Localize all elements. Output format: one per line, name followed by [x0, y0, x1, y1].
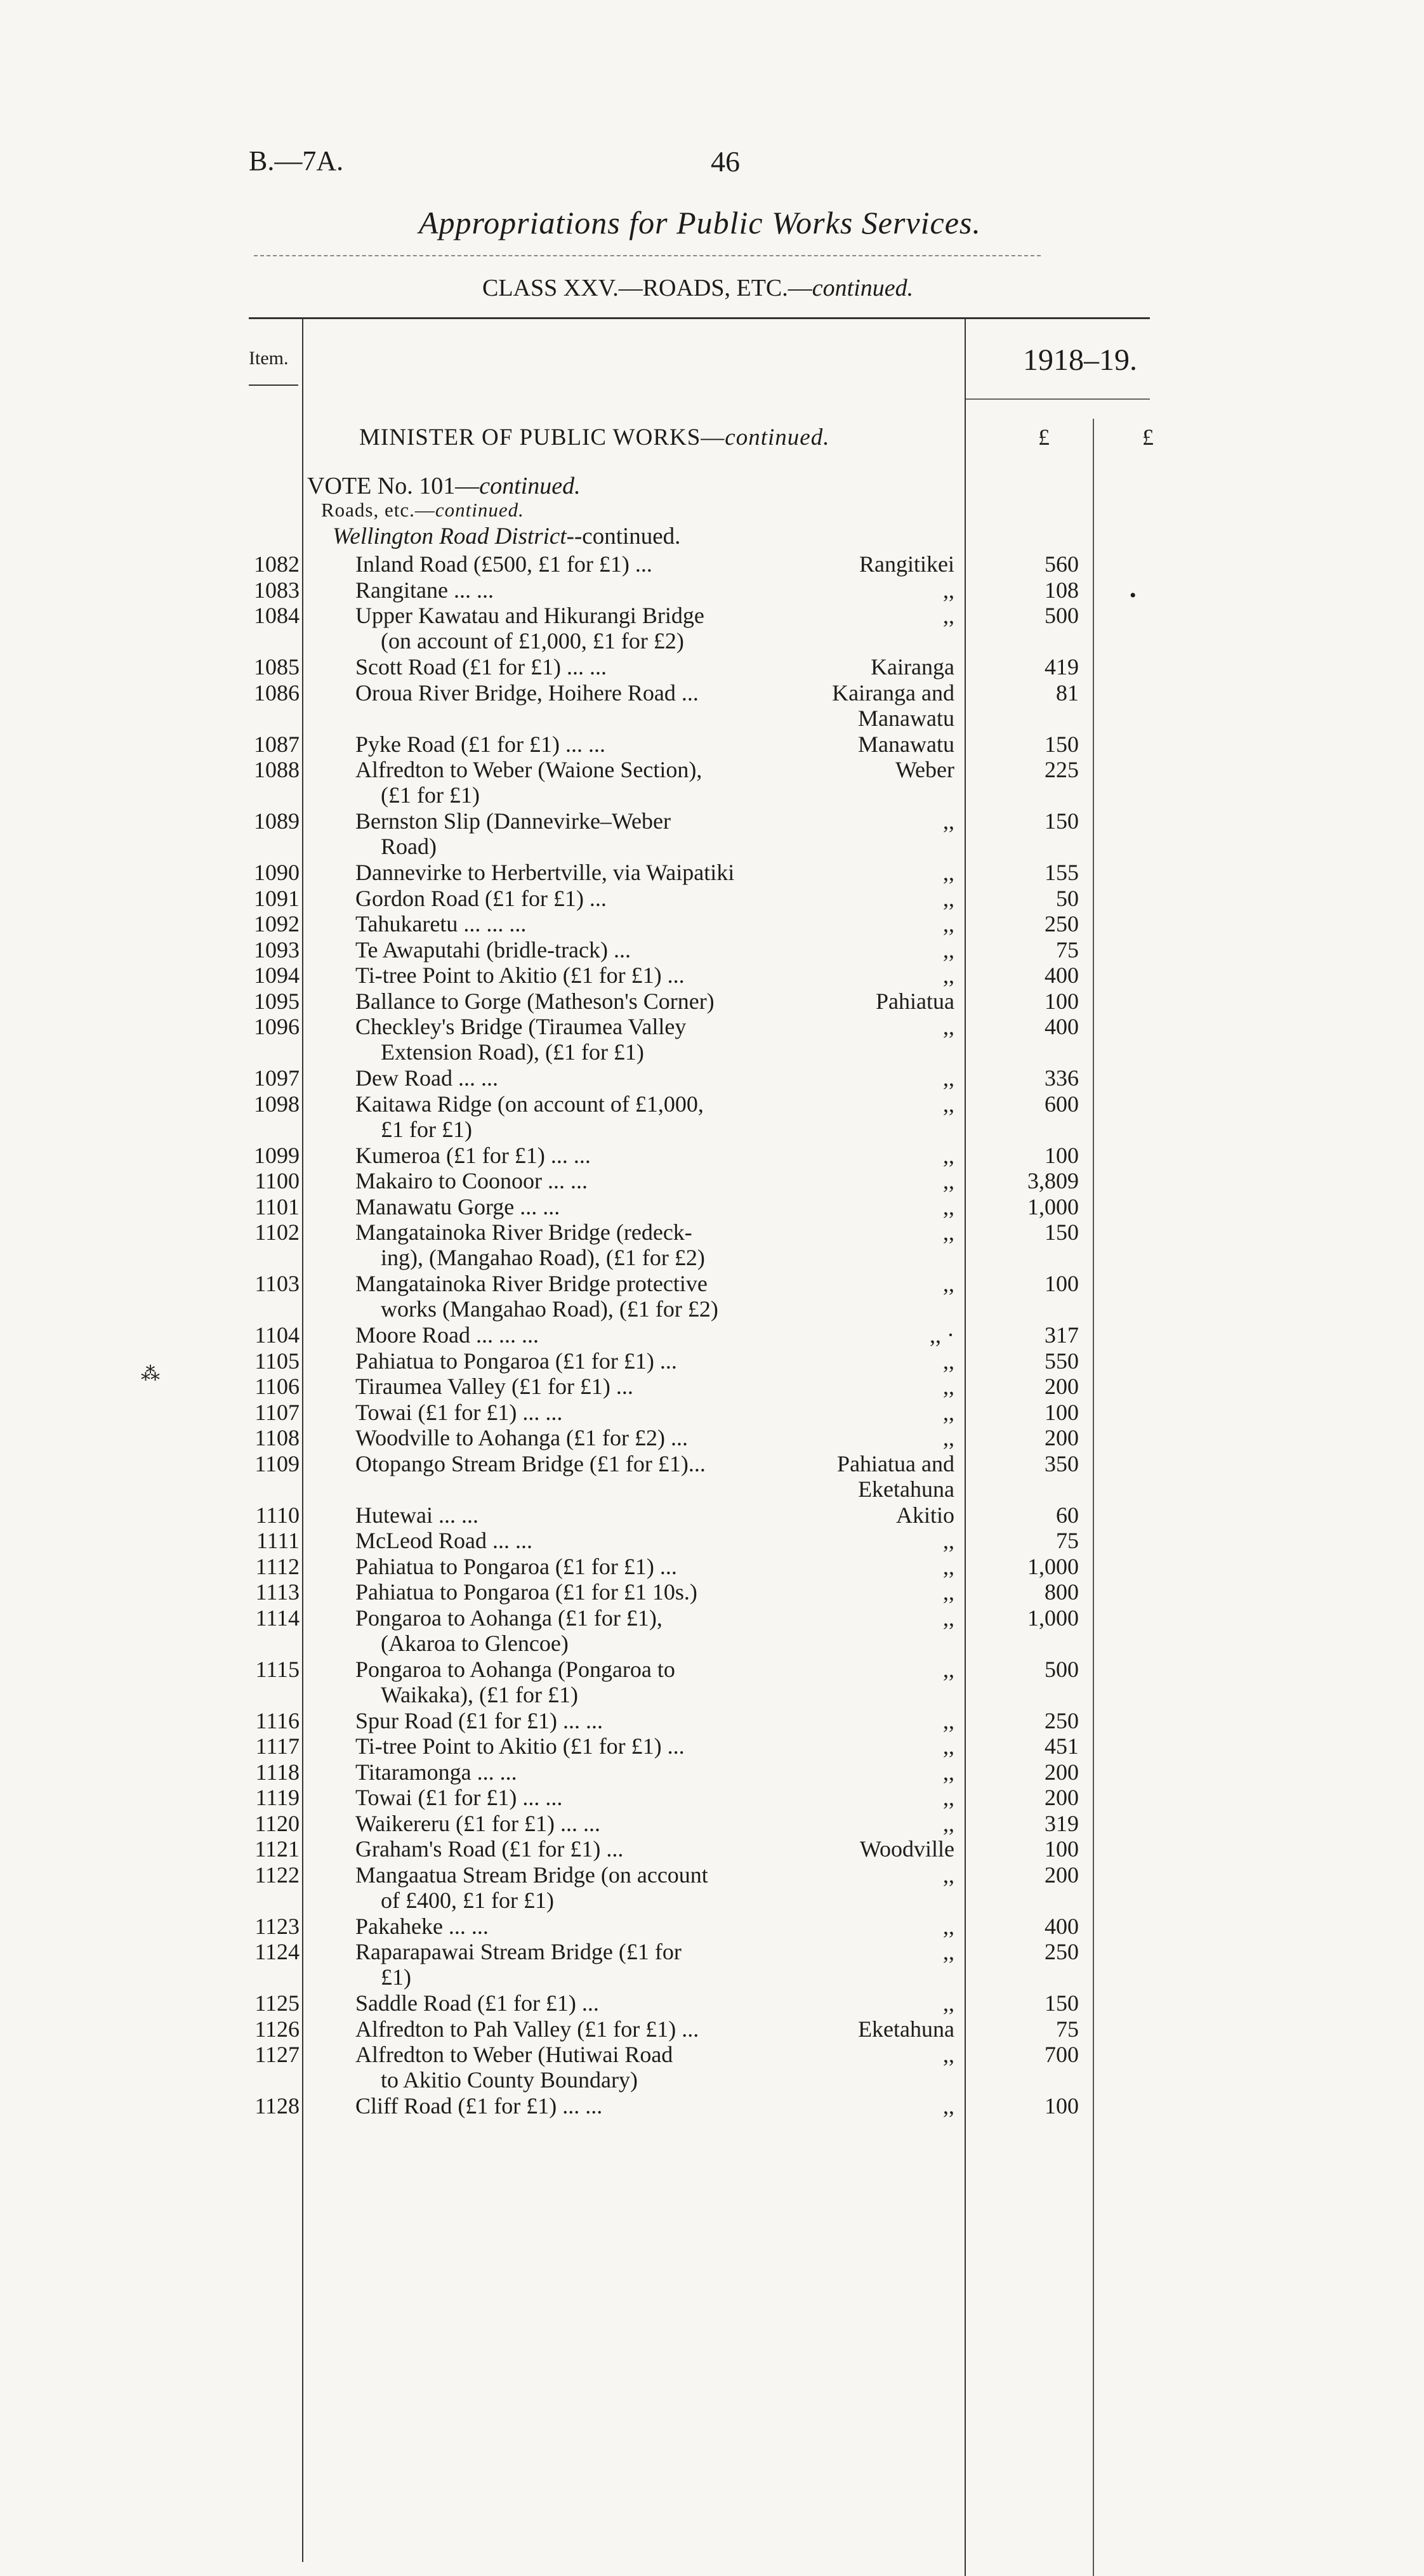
item-district: ,,: [943, 2093, 954, 2119]
item-description-continued: (£1 for £1): [381, 782, 480, 808]
item-amount: 150: [1045, 808, 1079, 834]
item-district: ,,: [943, 1219, 954, 1245]
item-number: 1088: [254, 757, 300, 782]
item-district: ,,: [943, 1657, 954, 1682]
item-description: Otopango Stream Bridge (£1 for £1)...: [355, 1451, 706, 1476]
item-district: ,,: [943, 1168, 954, 1193]
vote-continued: continued.: [479, 473, 581, 499]
item-amount: 1,000: [1027, 1605, 1079, 1631]
item-description: Cliff Road (£1 for £1) ... ...: [355, 2093, 603, 2119]
item-number: 1103: [254, 1271, 300, 1296]
item-description-continued: (on account of £1,000, £1 for £2): [381, 628, 684, 654]
item-district: ,,: [943, 1579, 954, 1605]
item-description: Spur Road (£1 for £1) ... ...: [355, 1708, 603, 1733]
table-row: [0, 1193, 1424, 1219]
item-description: Mangaatua Stream Bridge (on account: [355, 1862, 708, 1888]
roads-subheading: [321, 499, 524, 522]
roads-continued: continued.: [435, 499, 524, 521]
item-district: ,,: [943, 937, 954, 963]
item-description: Oroua River Bridge, Hoihere Road ...: [355, 680, 699, 706]
item-number: 1114: [255, 1605, 300, 1631]
table-row: [0, 1373, 1424, 1398]
item-number: 1127: [254, 2042, 300, 2067]
item-amount: 250: [1045, 911, 1079, 936]
class-heading: [482, 274, 913, 302]
item-amount: 108: [1045, 577, 1079, 603]
item-district: ,,: [943, 1528, 954, 1553]
table-row: [0, 551, 1424, 576]
vote-heading: [307, 472, 581, 500]
item-amount: 75: [1056, 2016, 1079, 2042]
item-description: Alfredton to Pah Valley (£1 for £1) ...: [355, 2016, 699, 2042]
table-row: [0, 1759, 1424, 1784]
item-number: 1091: [254, 886, 300, 911]
item-district: Kairanga: [871, 654, 954, 680]
item-number: 1082: [254, 551, 300, 577]
item-amount: 400: [1045, 1914, 1079, 1939]
item-amount: 100: [1045, 1400, 1079, 1425]
table-row: [0, 936, 1424, 962]
table-row: [0, 731, 1424, 756]
item-description: Checkley's Bridge (Tiraumea Valley: [355, 1014, 687, 1039]
item-description: Pahiatua to Pongaroa (£1 for £1) ...: [355, 1348, 677, 1374]
item-number: 1090: [254, 860, 300, 885]
item-description: Tahukaretu ... ... ...: [355, 911, 527, 936]
item-description: Raparapawai Stream Bridge (£1 for: [355, 1939, 682, 1964]
item-district: ,,: [943, 860, 954, 885]
item-district: ,,: [943, 1400, 954, 1425]
item-district: ,,: [943, 1939, 954, 1964]
item-amount: 350: [1045, 1451, 1079, 1476]
item-district: ,,: [943, 911, 954, 936]
item-description: Waikereru (£1 for £1) ... ...: [355, 1811, 600, 1836]
table-row: [0, 910, 1424, 936]
item-number: 1099: [254, 1143, 300, 1168]
item-district: ,,: [943, 1014, 954, 1039]
item-district: ,,: [943, 603, 954, 628]
item-district: ,,: [943, 2042, 954, 2067]
item-amount: 50: [1056, 886, 1079, 911]
table-row: [0, 2016, 1424, 2041]
item-description: Pongaroa to Aohanga (£1 for £1),: [355, 1605, 663, 1631]
minister-heading: [359, 424, 829, 451]
item-description: Pongaroa to Aohanga (Pongaroa to: [355, 1657, 675, 1682]
item-description: Mangatainoka River Bridge (redeck-: [355, 1219, 692, 1245]
item-description: Dew Road ... ...: [355, 1065, 498, 1091]
district-name: Wellington Road District-: [333, 523, 574, 549]
item-amount: 200: [1045, 1425, 1079, 1450]
item-number: 1100: [254, 1168, 300, 1193]
table-row: [0, 1836, 1424, 1861]
item-district: ,,: [943, 1811, 954, 1836]
item-description: Upper Kawatau and Hikurangi Bridge: [355, 603, 704, 628]
margin-mark: ⁂: [141, 1364, 160, 1384]
item-number: 1116: [255, 1708, 300, 1733]
item-description: Alfredton to Weber (Hutiwai Road: [355, 2042, 673, 2067]
item-number: 1121: [254, 1836, 300, 1862]
item-number: 1101: [254, 1194, 300, 1219]
item-district: Weber: [895, 757, 954, 782]
item-amount: 75: [1056, 937, 1079, 963]
item-description: Saddle Road (£1 for £1) ...: [355, 1990, 599, 2016]
item-description-continued: £1 for £1): [381, 1117, 472, 1142]
class-heading-continued: continued.: [812, 275, 914, 301]
table-row: [0, 602, 1424, 654]
item-amount: 75: [1056, 1528, 1079, 1553]
year-header-rule: [966, 398, 1150, 400]
item-district: ,,: [943, 1990, 954, 2016]
item-description-continued: to Akitio County Boundary): [381, 2067, 638, 2093]
item-amount: 419: [1045, 654, 1079, 680]
item-amount: 81: [1056, 680, 1079, 706]
item-amount: 3,809: [1027, 1168, 1079, 1193]
item-number: 1094: [254, 963, 300, 988]
item-district: Woodville: [859, 1836, 954, 1862]
table-row: [0, 756, 1424, 808]
table-row: [0, 2093, 1424, 2118]
table-row: [0, 1322, 1424, 1347]
item-description: Alfredton to Weber (Waione Section),: [355, 757, 702, 782]
item-district: ,,: [943, 1091, 954, 1117]
title-rule: [254, 255, 1041, 256]
item-number: 1122: [254, 1862, 300, 1888]
district-heading: [333, 523, 680, 550]
item-description: Inland Road (£500, £1 for £1) ...: [355, 551, 652, 577]
item-number: 1098: [254, 1091, 300, 1117]
table-row: [0, 1065, 1424, 1090]
item-description: Towai (£1 for £1) ... ...: [355, 1400, 563, 1425]
item-amount: 200: [1045, 1759, 1079, 1785]
item-description: Kaitawa Ridge (on account of £1,000,: [355, 1091, 704, 1117]
item-number: 1084: [254, 603, 300, 628]
table-row: [0, 1990, 1424, 2015]
item-description: Moore Road ... ... ...: [355, 1322, 539, 1348]
table-row: [0, 2041, 1424, 2093]
item-district: Rangitikei: [859, 551, 954, 577]
item-number: 1092: [254, 911, 300, 936]
item-header-rule: [249, 384, 298, 386]
minister-heading-text: MINISTER OF PUBLIC WORKS—: [359, 424, 725, 450]
table-row: [0, 1219, 1424, 1270]
item-number: 1118: [255, 1759, 300, 1785]
item-amount: 600: [1045, 1091, 1079, 1117]
item-description: Bernston Slip (Dannevirke–Weber: [355, 808, 671, 834]
table-row: [0, 577, 1424, 602]
table-row: [0, 654, 1424, 679]
item-description-continued: Waikaka), (£1 for £1): [381, 1682, 578, 1707]
item-amount: 100: [1045, 1836, 1079, 1862]
item-description: Titaramonga ... ...: [355, 1759, 517, 1785]
item-district: Akitio: [895, 1502, 954, 1528]
table-row: [0, 1167, 1424, 1193]
item-description: Ti-tree Point to Akitio (£1 for £1) ...: [355, 963, 685, 988]
item-amount: 100: [1045, 2093, 1079, 2119]
item-description-continued: works (Mangahao Road), (£1 for £2): [381, 1296, 718, 1322]
item-amount: 500: [1045, 603, 1079, 628]
table-row: [0, 1733, 1424, 1758]
item-number: 1107: [254, 1400, 300, 1425]
item-description: Dannevirke to Herbertville, via Waipatiki: [355, 860, 735, 885]
item-description: Makairo to Coonoor ... ...: [355, 1168, 588, 1193]
table-row: [0, 1348, 1424, 1373]
table-row: [0, 859, 1424, 884]
item-amount: 100: [1045, 1271, 1079, 1296]
item-amount: 200: [1045, 1374, 1079, 1399]
item-description: Mangatainoka River Bridge protective: [355, 1271, 708, 1296]
item-district: ,,: [943, 1143, 954, 1168]
item-district: ,,: [943, 1605, 954, 1631]
year-column-header: 1918–19.: [1023, 343, 1137, 377]
table-row: [0, 1862, 1424, 1913]
table-row: [0, 1142, 1424, 1167]
item-amount: 319: [1045, 1811, 1079, 1836]
item-number: 1111: [256, 1528, 300, 1553]
item-amount: 1,000: [1027, 1554, 1079, 1579]
item-district: Eketahuna: [858, 2016, 954, 2042]
item-district: ,,: [943, 577, 954, 603]
table-row: [0, 1424, 1424, 1450]
pound-column-1: £: [1038, 424, 1050, 450]
item-amount: 100: [1045, 989, 1079, 1014]
table-top-rule: [249, 317, 1150, 319]
item-description-continued: of £400, £1 for £1): [381, 1888, 554, 1913]
item-number: 1109: [254, 1451, 300, 1476]
item-amount: 560: [1045, 551, 1079, 577]
item-amount: 225: [1045, 757, 1079, 782]
item-amount: 800: [1045, 1579, 1079, 1605]
district-continued: -continued.: [574, 523, 681, 549]
item-amount: 200: [1045, 1785, 1079, 1810]
item-number: 1105: [254, 1348, 300, 1374]
table-row: [0, 808, 1424, 859]
item-number: 1108: [254, 1425, 300, 1450]
item-district: ,,: [943, 1065, 954, 1091]
item-description-continued: ing), (Mangahao Road), (£1 for £2): [381, 1245, 705, 1270]
table-row: [0, 1938, 1424, 1990]
item-district: ,,: [943, 1348, 954, 1374]
item-number: 1128: [254, 2093, 300, 2119]
item-description: Ballance to Gorge (Matheson's Corner): [355, 989, 715, 1014]
table-row: [0, 1450, 1424, 1502]
item-description-continued: Road): [381, 834, 437, 859]
item-number: 1119: [255, 1785, 300, 1810]
table-row: [0, 1091, 1424, 1142]
item-description-continued: Extension Road), (£1 for £1): [381, 1039, 644, 1065]
item-district-continued: Manawatu: [858, 706, 954, 731]
page-title: Appropriations for Public Works Services.: [419, 205, 981, 240]
table-row: [0, 1707, 1424, 1733]
item-description: Tiraumea Valley (£1 for £1) ...: [355, 1374, 633, 1399]
item-amount: 60: [1056, 1502, 1079, 1528]
item-description: Kumeroa (£1 for £1) ... ...: [355, 1143, 591, 1168]
item-number: 1113: [255, 1579, 300, 1605]
table-row: [0, 1605, 1424, 1656]
item-description: Towai (£1 for £1) ... ...: [355, 1785, 563, 1810]
item-number: 1124: [254, 1939, 300, 1964]
item-number: 1104: [254, 1322, 300, 1348]
vote-number: VOTE No. 101—: [307, 473, 480, 499]
item-column-header: Item.: [249, 348, 289, 369]
item-district: ,,: [943, 886, 954, 911]
item-amount: 155: [1045, 860, 1079, 885]
item-description: Ti-tree Point to Akitio (£1 for £1) ...: [355, 1733, 685, 1759]
item-district: Kairanga and: [832, 680, 954, 706]
item-description: Te Awaputahi (bridle-track) ...: [355, 937, 631, 963]
item-number: 1123: [254, 1914, 300, 1939]
item-number: 1102: [254, 1219, 300, 1245]
item-number: 1086: [254, 680, 300, 706]
item-description-continued: (Akaroa to Glencoe): [381, 1631, 569, 1656]
item-amount: 317: [1045, 1322, 1079, 1348]
item-amount: 500: [1045, 1657, 1079, 1682]
item-district: ,,: [943, 1914, 954, 1939]
class-heading-text: CLASS XXV.—ROADS, ETC.—: [482, 275, 812, 301]
item-amount: 150: [1045, 1219, 1079, 1245]
item-district: Manawatu: [858, 732, 954, 757]
item-number: 1083: [254, 577, 300, 603]
table-row: [0, 1810, 1424, 1836]
item-district: ,,: [943, 1862, 954, 1888]
item-amount: 250: [1045, 1939, 1079, 1964]
item-number: 1112: [255, 1554, 300, 1579]
item-district-continued: Eketahuna: [858, 1476, 954, 1502]
table-row: [0, 1784, 1424, 1810]
item-number: 1117: [255, 1733, 300, 1759]
item-number: 1115: [255, 1657, 300, 1682]
item-district: Pahiatua: [876, 989, 954, 1014]
item-district: ,,: [943, 1271, 954, 1296]
item-district: ,,: [943, 1554, 954, 1579]
table-row: [0, 1656, 1424, 1707]
item-description: Pahiatua to Pongaroa (£1 for £1 10s.): [355, 1579, 697, 1605]
item-amount: 150: [1045, 732, 1079, 757]
item-number: 1096: [254, 1014, 300, 1039]
item-number: 1085: [254, 654, 300, 680]
table-row: [0, 1579, 1424, 1604]
table-row: [0, 1270, 1424, 1322]
item-description: McLeod Road ... ...: [355, 1528, 532, 1553]
item-number: 1093: [254, 937, 300, 963]
table-row: [0, 1913, 1424, 1938]
document-reference: B.—7A.: [249, 145, 344, 176]
item-district: ,,: [943, 1759, 954, 1785]
table-row: [0, 1553, 1424, 1579]
roads-label: Roads, etc.—: [321, 499, 435, 521]
stray-dot-mark: •: [1130, 585, 1137, 606]
item-district: ,, ·: [930, 1322, 954, 1348]
item-number: 1087: [254, 732, 300, 757]
item-description: Manawatu Gorge ... ...: [355, 1194, 560, 1219]
table-row: [0, 1399, 1424, 1424]
item-description: Gordon Road (£1 for £1) ...: [355, 886, 607, 911]
item-number: 1097: [254, 1065, 300, 1091]
table-row: [0, 680, 1424, 731]
item-amount: 400: [1045, 963, 1079, 988]
item-amount: 336: [1045, 1065, 1079, 1091]
item-description: Hutewai ... ...: [355, 1502, 478, 1528]
table-row: [0, 885, 1424, 910]
item-amount: 200: [1045, 1862, 1079, 1888]
item-description: Pakaheke ... ...: [355, 1914, 489, 1939]
item-amount: 700: [1045, 2042, 1079, 2067]
item-amount: 550: [1045, 1348, 1079, 1374]
item-district: ,,: [943, 1733, 954, 1759]
item-district: ,,: [943, 1785, 954, 1810]
item-description: Graham's Road (£1 for £1) ...: [355, 1836, 624, 1862]
item-district: ,,: [943, 808, 954, 834]
item-district: ,,: [943, 1194, 954, 1219]
item-description: Pahiatua to Pongaroa (£1 for £1) ...: [355, 1554, 677, 1579]
item-number: 1095: [254, 989, 300, 1014]
item-district: ,,: [943, 1708, 954, 1733]
table-row: [0, 1502, 1424, 1527]
item-amount: 150: [1045, 1990, 1079, 2016]
table-row: [0, 988, 1424, 1013]
table-row: [0, 1013, 1424, 1065]
item-number: 1089: [254, 808, 300, 834]
item-number: 1125: [254, 1990, 300, 2016]
item-description: Scott Road (£1 for £1) ... ...: [355, 654, 607, 680]
item-description: Pyke Road (£1 for £1) ... ...: [355, 732, 605, 757]
item-district: ,,: [943, 1425, 954, 1450]
item-description-continued: £1): [381, 1964, 411, 1990]
item-description: Woodville to Aohanga (£1 for £2) ...: [355, 1425, 689, 1450]
item-district: ,,: [943, 1374, 954, 1399]
item-number: 1120: [254, 1811, 300, 1836]
item-district: ,,: [943, 963, 954, 988]
minister-heading-continued: continued.: [725, 424, 830, 450]
table-row: [0, 1527, 1424, 1553]
page-number: 46: [711, 145, 740, 178]
item-amount: 250: [1045, 1708, 1079, 1733]
item-description: Rangitane ... ...: [355, 577, 494, 603]
table-row: [0, 962, 1424, 987]
item-number: 1106: [254, 1374, 300, 1399]
item-district: Pahiatua and: [837, 1451, 954, 1476]
item-amount: 100: [1045, 1143, 1079, 1168]
item-number: 1126: [254, 2016, 300, 2042]
item-number: 1110: [255, 1502, 300, 1528]
item-amount: 451: [1045, 1733, 1079, 1759]
item-amount: 400: [1045, 1014, 1079, 1039]
item-amount: 1,000: [1027, 1194, 1079, 1219]
pound-column-2: £: [1142, 424, 1154, 450]
